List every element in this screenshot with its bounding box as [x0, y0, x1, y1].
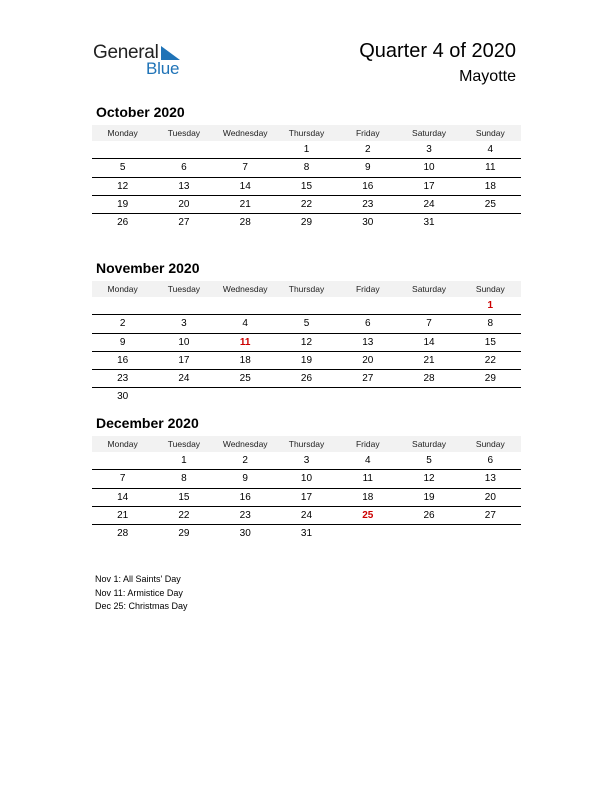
- day-cell: 21: [423, 354, 435, 366]
- day-cell: 16: [362, 180, 374, 192]
- empty-day-cell: [92, 452, 153, 469]
- day-cell: 20: [484, 491, 496, 503]
- day-cell: 11: [362, 473, 373, 485]
- day-cell: 25: [484, 198, 496, 210]
- day-cell: 14: [239, 180, 251, 192]
- day-cell: 5: [426, 455, 432, 466]
- day-cell: 16: [239, 491, 251, 503]
- day-cell: 24: [423, 198, 435, 210]
- holiday-note: Dec 25: Christmas Day: [95, 601, 188, 611]
- empty-day-cell: [276, 297, 337, 314]
- day-cell: 22: [484, 354, 496, 366]
- holiday-note: Nov 1: All Saints' Day: [95, 574, 181, 584]
- day-cell: 15: [178, 491, 190, 503]
- month-title: December 2020: [96, 415, 199, 431]
- holiday-day-cell: 25: [362, 509, 374, 521]
- empty-day-cell: [92, 141, 153, 158]
- week-row: [92, 159, 521, 177]
- day-cell: 10: [300, 473, 313, 485]
- empty-day-cell: [153, 141, 214, 158]
- day-cell: 21: [239, 198, 251, 210]
- day-cell: 8: [303, 162, 310, 174]
- week-row: [92, 507, 521, 525]
- day-cell: 28: [239, 217, 251, 229]
- holiday-note: Nov 11: Armistice Day: [95, 587, 183, 598]
- empty-day-cell: [215, 297, 276, 314]
- day-cell: 6: [364, 318, 371, 330]
- day-cell: 23: [362, 198, 374, 210]
- page-title: Quarter 4 of 2020: [359, 40, 516, 62]
- day-cell: 30: [362, 217, 374, 229]
- holiday-day-cell: 11: [239, 336, 251, 348]
- weekday-label: Friday: [355, 284, 380, 294]
- day-cell: 24: [300, 509, 313, 521]
- day-cell: 27: [178, 217, 190, 229]
- month-november: [92, 260, 521, 406]
- day-cell: 26: [300, 373, 313, 385]
- weekday-label: Saturday: [412, 439, 447, 449]
- weekday-label: Thursday: [288, 439, 325, 449]
- day-cell: 9: [119, 336, 126, 348]
- day-cell: 30: [239, 528, 251, 540]
- weekday-label: Sunday: [475, 284, 505, 294]
- day-cell: 22: [178, 509, 190, 521]
- day-cell: 29: [484, 373, 496, 385]
- day-cell: 4: [487, 144, 494, 155]
- weekday-header-row: [92, 281, 521, 297]
- day-cell: 15: [300, 180, 313, 192]
- day-cell: 27: [362, 373, 374, 385]
- day-cell: 17: [178, 354, 190, 366]
- week-row: [92, 370, 521, 388]
- empty-day-cell: [398, 525, 459, 542]
- day-cell: 20: [362, 354, 374, 366]
- day-cell: 8: [487, 318, 494, 330]
- weekday-header-row: [92, 125, 521, 141]
- weekday-label: Tuesday: [167, 284, 201, 294]
- month-december: [92, 415, 521, 542]
- day-cell: 23: [117, 373, 129, 385]
- day-cell: 12: [423, 473, 435, 485]
- day-cell: 15: [484, 336, 496, 348]
- week-row: [92, 141, 521, 159]
- empty-day-cell: [460, 388, 521, 405]
- day-cell: 7: [119, 473, 126, 485]
- weekday-label: Wednesday: [222, 284, 268, 294]
- day-cell: 5: [119, 162, 126, 174]
- empty-day-cell: [337, 388, 398, 405]
- day-cell: 18: [484, 180, 496, 192]
- day-cell: 29: [300, 217, 313, 229]
- day-cell: 21: [117, 509, 129, 521]
- week-row: [92, 297, 521, 315]
- week-row: [92, 196, 521, 214]
- day-cell: 1: [303, 144, 310, 155]
- day-cell: 27: [484, 509, 496, 521]
- day-cell: 9: [364, 162, 371, 174]
- logo-text-general: General: [93, 42, 159, 63]
- week-row: [92, 525, 521, 542]
- day-cell: 3: [181, 318, 187, 330]
- weekday-label: Thursday: [288, 284, 325, 294]
- empty-day-cell: [215, 141, 276, 158]
- day-cell: 3: [303, 455, 310, 466]
- day-cell: 18: [362, 491, 374, 503]
- region-name: Mayotte: [459, 68, 516, 85]
- week-row: [92, 178, 521, 196]
- weekday-label: Wednesday: [222, 128, 268, 138]
- week-row: [92, 489, 521, 507]
- day-cell: 31: [423, 217, 435, 229]
- week-row: [92, 452, 521, 470]
- week-row: [92, 334, 521, 352]
- weekday-label: Monday: [107, 128, 138, 138]
- day-cell: 8: [181, 473, 187, 485]
- day-cell: 9: [242, 473, 248, 485]
- weekday-label: Monday: [107, 439, 138, 449]
- weekday-label: Tuesday: [167, 439, 201, 449]
- day-cell: 11: [485, 162, 496, 174]
- day-cell: 26: [117, 217, 129, 229]
- week-row: [92, 315, 521, 333]
- weekday-label: Wednesday: [222, 439, 268, 449]
- day-cell: 13: [484, 473, 496, 485]
- empty-day-cell: [337, 297, 398, 314]
- day-cell: 6: [487, 455, 494, 466]
- weekday-header-row: [92, 436, 521, 452]
- month-october: [92, 104, 521, 231]
- weekday-label: Monday: [107, 284, 138, 294]
- weekday-label: Sunday: [475, 439, 505, 449]
- day-cell: 2: [119, 318, 126, 330]
- day-cell: 12: [300, 336, 313, 348]
- weekday-label: Thursday: [288, 128, 325, 138]
- empty-day-cell: [460, 214, 521, 231]
- empty-day-cell: [92, 297, 153, 314]
- week-row: [92, 352, 521, 370]
- day-cell: 13: [362, 336, 374, 348]
- day-cell: 30: [117, 391, 129, 403]
- weekday-label: Friday: [355, 128, 380, 138]
- day-cell: 29: [178, 528, 190, 540]
- week-row: [92, 388, 521, 405]
- day-cell: 17: [423, 180, 435, 192]
- holiday-day-cell: 1: [487, 300, 494, 311]
- day-cell: 13: [178, 180, 190, 192]
- empty-day-cell: [153, 388, 214, 405]
- day-cell: 5: [303, 318, 310, 330]
- day-cell: 24: [178, 373, 190, 385]
- day-cell: 10: [178, 336, 190, 348]
- day-cell: 2: [242, 455, 248, 466]
- empty-day-cell: [153, 297, 214, 314]
- weekday-label: Sunday: [475, 128, 505, 138]
- day-cell: 20: [178, 198, 190, 210]
- day-cell: 19: [117, 198, 129, 210]
- day-cell: 14: [117, 491, 129, 503]
- day-cell: 4: [242, 318, 248, 330]
- day-cell: 19: [300, 354, 313, 366]
- day-cell: 31: [300, 528, 313, 540]
- day-cell: 4: [364, 455, 371, 466]
- day-cell: 14: [423, 336, 435, 348]
- day-cell: 25: [239, 373, 251, 385]
- empty-day-cell: [276, 388, 337, 405]
- empty-day-cell: [337, 525, 398, 542]
- day-cell: 17: [300, 491, 313, 503]
- empty-day-cell: [215, 388, 276, 405]
- day-cell: 26: [423, 509, 435, 521]
- day-cell: 19: [423, 491, 435, 503]
- day-cell: 23: [239, 509, 251, 521]
- weekday-label: Saturday: [412, 284, 447, 294]
- month-title: October 2020: [96, 104, 185, 120]
- day-cell: 3: [426, 144, 432, 155]
- day-cell: 7: [426, 318, 432, 330]
- day-cell: 7: [242, 162, 248, 174]
- day-cell: 12: [117, 180, 129, 192]
- weekday-label: Saturday: [412, 128, 447, 138]
- month-title: November 2020: [96, 260, 200, 276]
- empty-day-cell: [398, 297, 459, 314]
- day-cell: 2: [364, 144, 371, 155]
- holiday-notes: [95, 573, 188, 614]
- day-cell: 16: [117, 354, 129, 366]
- day-cell: 28: [423, 373, 435, 385]
- weekday-label: Friday: [355, 439, 380, 449]
- logo-text-blue: Blue: [146, 59, 180, 78]
- day-cell: 10: [423, 162, 435, 174]
- day-cell: 22: [300, 198, 313, 210]
- day-cell: 18: [239, 354, 251, 366]
- weekday-label: Tuesday: [167, 128, 201, 138]
- empty-day-cell: [398, 388, 459, 405]
- day-cell: 1: [181, 455, 187, 466]
- week-row: [92, 214, 521, 231]
- empty-day-cell: [460, 525, 521, 542]
- day-cell: 28: [117, 528, 129, 540]
- week-row: [92, 470, 521, 488]
- logo-flag-icon: [161, 46, 180, 60]
- generalblue-logo: [93, 42, 193, 78]
- day-cell: 6: [181, 162, 187, 174]
